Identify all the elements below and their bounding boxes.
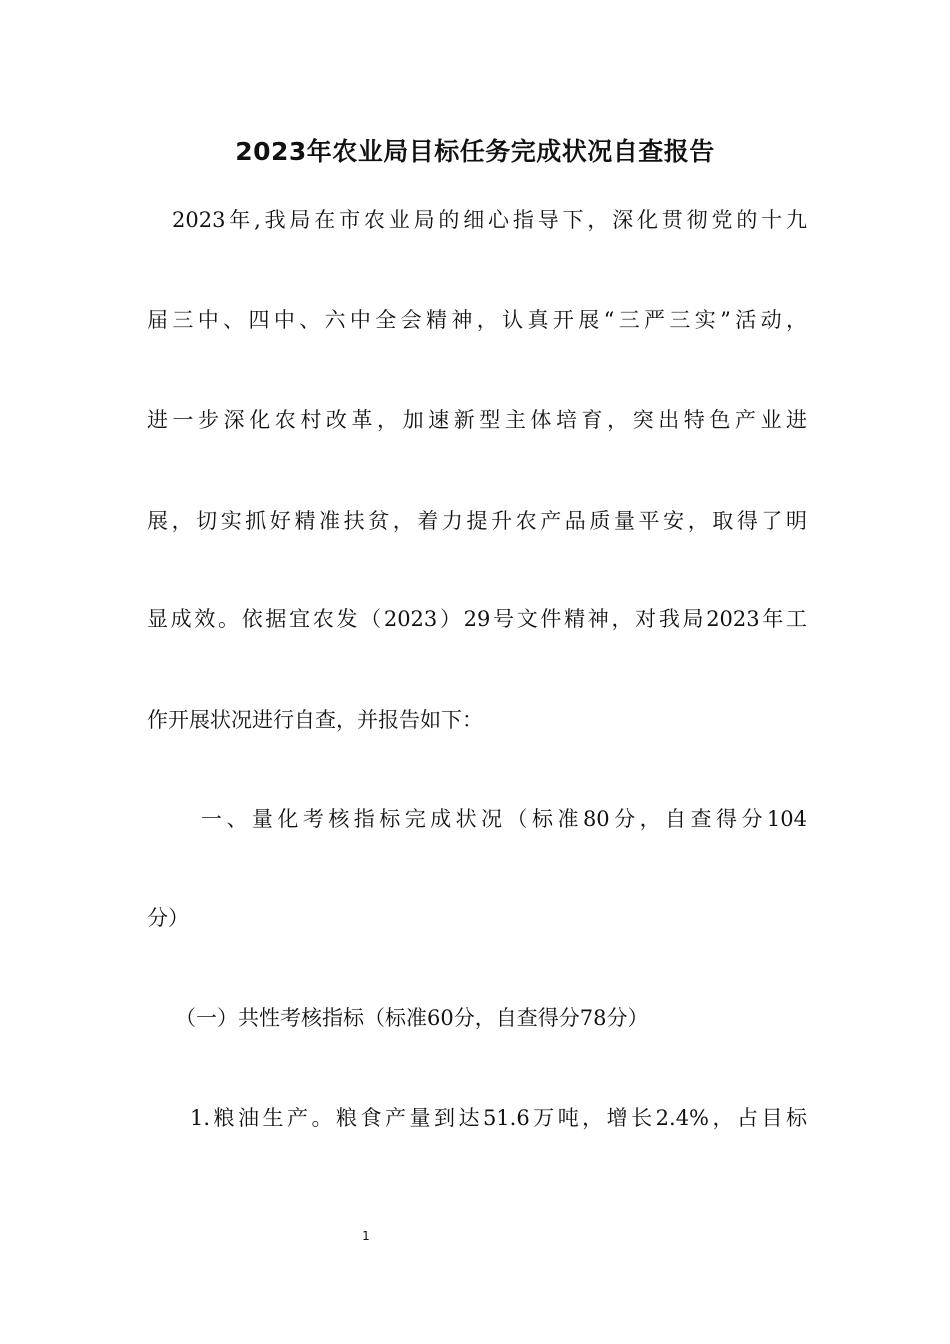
paragraph-line: 作开展状况进行自查，并报告如下： bbox=[147, 708, 483, 732]
paragraph-line: 1.粮油生产。粮食产量到达51.6万吨，增长2.4%，占目标 bbox=[190, 1106, 807, 1130]
paragraph-line: 届三中、四中、六中全会精神，认真开展“三严三实”活动， bbox=[147, 308, 807, 332]
paragraph-line: 2023年,我局在市农业局的细心指导下，深化贯彻党的十九 bbox=[172, 208, 807, 232]
paragraph-line: 展，切实抓好精准扶贫，着力提升农产品质量平安，取得了明 bbox=[147, 509, 807, 533]
paragraph-line: 进一步深化农村改革，加速新型主体培育，突出特色产业进 bbox=[147, 408, 807, 432]
paragraph-line: 显成效。依据宜农发（2023）29号文件精神，对我局2023年工 bbox=[147, 607, 807, 631]
section-heading-line: 分） bbox=[147, 906, 189, 930]
document-title: 2023年农业局目标任务完成状况自查报告 bbox=[235, 137, 715, 166]
subsection-heading: （一）共性考核指标（标准60分，自查得分78分） bbox=[175, 1006, 649, 1030]
page-number: 1 bbox=[362, 1229, 370, 1243]
section-heading-line: 一、量化考核指标完成状况（标准80分，自查得分104 bbox=[201, 807, 807, 831]
